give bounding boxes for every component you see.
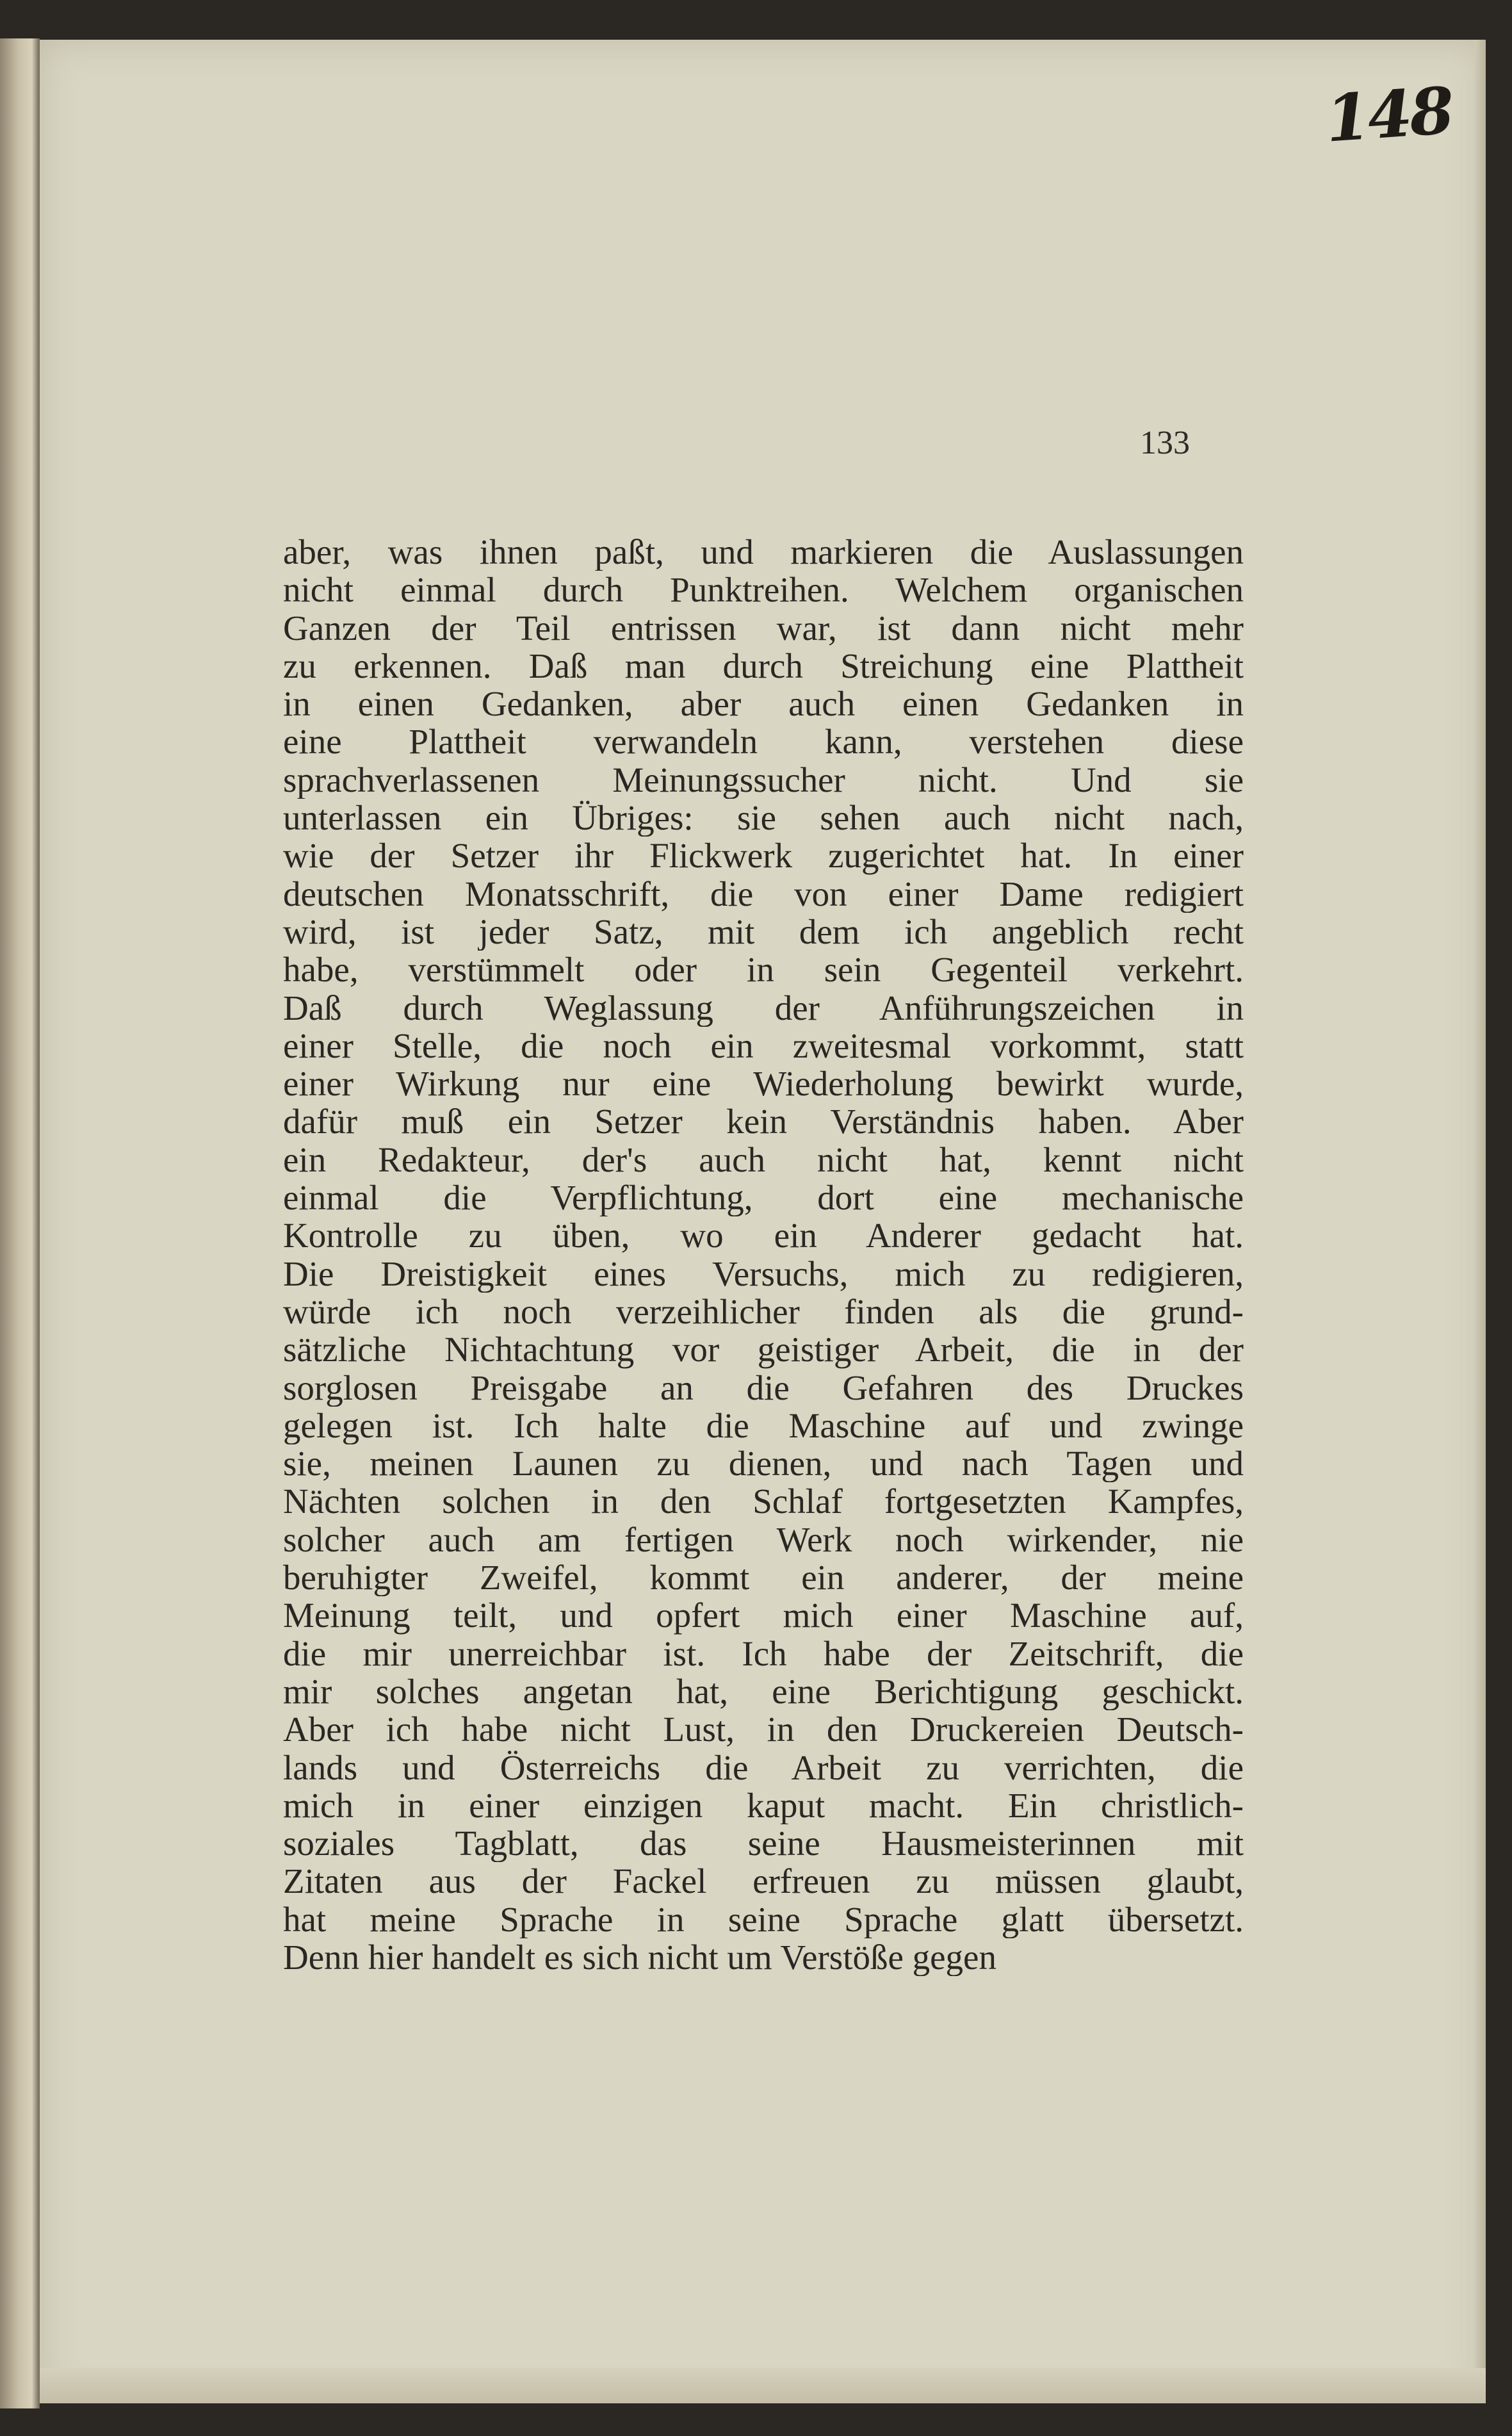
page (40, 40, 1486, 2403)
text-line: beruhigter Zweifel, kommt ein anderer, der meine (283, 1558, 1244, 1597)
text-line: Denn hier handelt es sich nicht um Verstöße gegen (283, 1938, 996, 1977)
text-line: sorglosen Preisgabe an die Gefahren des Druckes (283, 1368, 1244, 1407)
text-line: wird, ist jeder Satz, mit dem ich angeblich recht (283, 912, 1244, 951)
page-number: 133 (1140, 425, 1190, 461)
previous-page-edge (0, 38, 40, 2408)
text-line: hat meine Sprache in seine Sprache glatt übersetzt. (283, 1900, 1244, 1938)
text-line: Nächten solchen in den Schlaf fortgesetzten Kampfes, (283, 1482, 1244, 1521)
text-line: mich in einer einzigen kaput macht. Ein christlich- (283, 1786, 1244, 1825)
text-line: aber, was ihnen paßt, und markieren die Auslassungen (283, 533, 1244, 571)
handwritten-archive-number: 148 (1323, 72, 1454, 157)
text-line: Daß durch Weglassung der Anführungszeichen in (283, 988, 1244, 1027)
text-line: einmal die Verpflichtung, dort eine mechanische (283, 1179, 1244, 1217)
text-line: Meinung teilt, und opfert mich einer Maschine auf, (283, 1596, 1244, 1635)
text-line: ein Redakteur, der's auch nicht hat, kennt nicht (283, 1140, 1244, 1179)
text-line: Die Dreistigkeit eines Versuchs, mich zu redigieren, (283, 1254, 1244, 1293)
text-line: gelegen ist. Ich halte die Maschine auf und zwinge (283, 1406, 1244, 1445)
text-line: unterlassen ein Übriges: sie sehen auch nicht nach, (283, 799, 1244, 837)
text-line: eine Plattheit verwandeln kann, verstehen diese (283, 723, 1244, 761)
text-line: nicht einmal durch Punktreihen. Welchem organischen (283, 571, 1244, 609)
page-bottom-edge (40, 2368, 1486, 2403)
text-line: Zitaten aus der Fackel erfreuen zu müssen glaubt, (283, 1862, 1244, 1901)
text-line: soziales Tagblatt, das seine Hausmeisterinnen mit (283, 1824, 1244, 1863)
text-line: solcher auch am fertigen Werk noch wirkender, nie (283, 1520, 1244, 1559)
text-line: deutschen Monatsschrift, die von einer Dame redigiert (283, 874, 1244, 913)
text-line: einer Stelle, die noch ein zweitesmal vorkommt, statt (283, 1026, 1244, 1065)
text-line: die mir unerreichbar ist. Ich habe der Zeitschrift, die (283, 1634, 1244, 1672)
text-line: Aber ich habe nicht Lust, in den Druckereien Deutsch- (283, 1710, 1244, 1749)
text-line: sie, meinen Launen zu dienen, und nach Tagen und (283, 1444, 1244, 1483)
text-line: Kontrolle zu üben, wo ein Anderer gedacht hat. (283, 1216, 1244, 1255)
text-line: zu erkennen. Daß man durch Streichung eine Plattheit (283, 646, 1244, 685)
text-line: mir solches angetan hat, eine Berichtigung geschickt. (283, 1672, 1244, 1711)
text-line: in einen Gedanken, aber auch einen Gedanken in (283, 685, 1244, 723)
text-line: habe, verstümmelt oder in sein Gegenteil verkehrt. (283, 951, 1244, 989)
text-line: sätzliche Nichtachtung vor geistiger Arbeit, die in der (283, 1330, 1244, 1369)
text-line: wie der Setzer ihr Flickwerk zugerichtet hat. In einer (283, 837, 1244, 875)
page-right-edge (1474, 40, 1486, 2403)
text-line: lands und Österreichs die Arbeit zu verrichten, die (283, 1748, 1244, 1786)
text-line: würde ich noch verzeihlicher finden als die grund- (283, 1292, 1244, 1331)
text-line: sprachverlassenen Meinungssucher nicht. Und sie (283, 760, 1244, 799)
text-line: dafür muß ein Setzer kein Verständnis haben. Aber (283, 1102, 1244, 1141)
body-text (283, 533, 1244, 1976)
text-line: einer Wirkung nur eine Wiederholung bewirkt wurde, (283, 1065, 1244, 1103)
text-line: Ganzen der Teil entrissen war, ist dann nicht mehr (283, 609, 1244, 647)
